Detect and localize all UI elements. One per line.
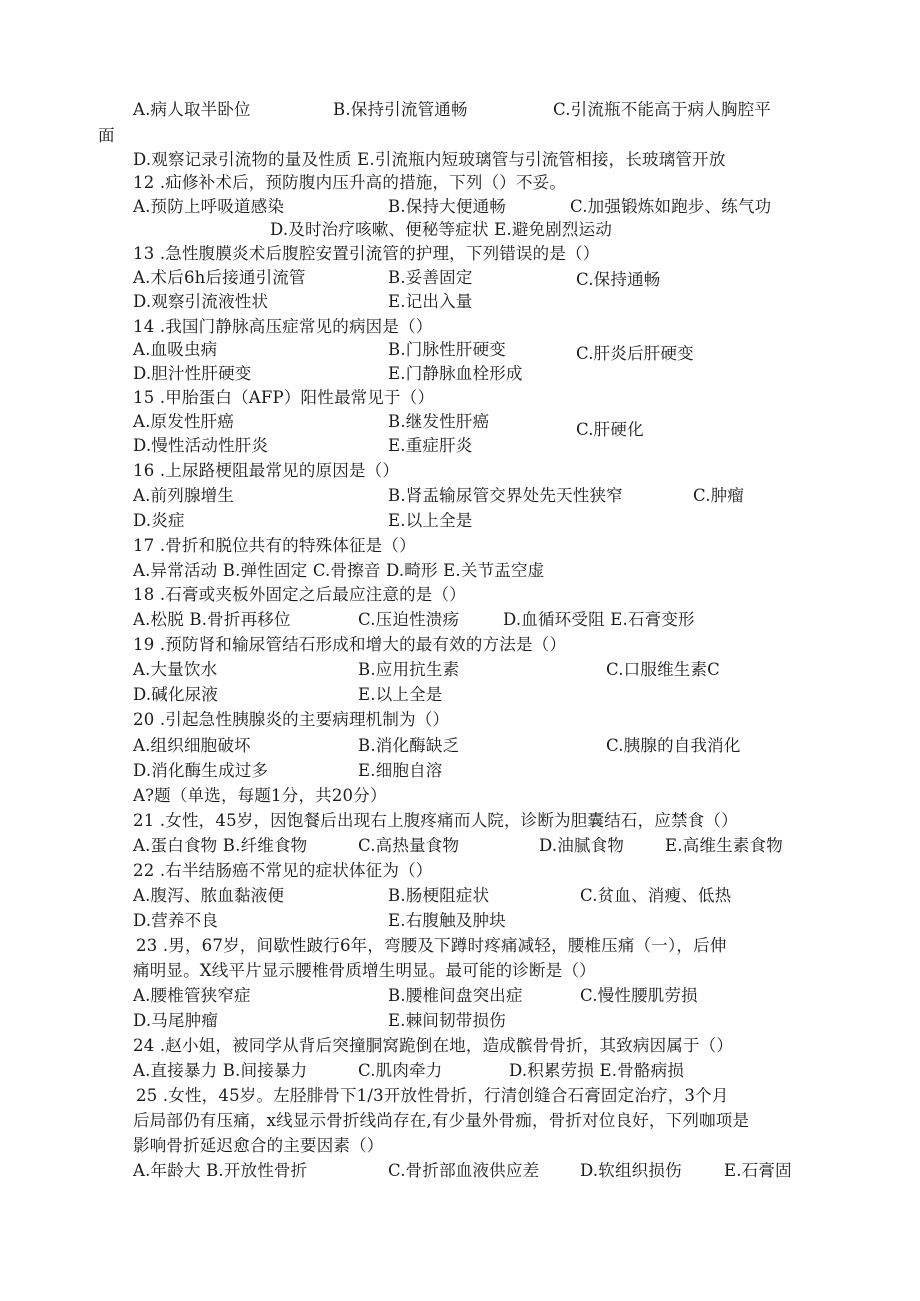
q20-option-e: E.细胞自溶 [358,761,443,780]
q14-stem: 14 .我国门静脉高压症常见的病因是（） [133,317,433,336]
section-title: A?题（单选，每题1分，共20分） [133,786,387,805]
q16-stem: 16 .上尿路梗阻最常见的原因是（） [133,461,400,480]
q25-stem-line-3: 影响骨折延迟愈合的主要因素（） [133,1136,384,1155]
q18-stem: 18 .石膏或夹板外固定之后最应注意的是（） [133,585,466,604]
q20-option-a: A.组织细胞破坏 [133,736,251,755]
q24-stem: 24 .赵小姐，被同学从背后突撞胴窝跪倒在地，造成髌骨骨折，其致病因属于（） [133,1036,734,1055]
q14-option-b: B.门脉性肝硬变 [388,340,506,359]
q11-option-c-continued: 面 [98,126,115,145]
q20-option-c: C.胰腺的自我消化 [606,736,741,755]
q21-option-d: D.油腻食物 [539,836,625,855]
q24-option-a-b: A.直接暴力 B.间接暴力 [133,1061,308,1080]
q23-option-d: D.马尾肿瘤 [133,1011,219,1030]
q23-stem-line-1: 23 .男，67岁，间歇性跛行6年，弯腰及下蹲时疼痛减轻，腰椎压痛（一），后伸 [136,936,727,955]
q15-option-d: D.慢性活动性肝炎 [133,436,269,455]
q14-option-a: A.血吸虫病 [133,340,218,359]
q17-stem: 17 .骨折和脱位共有的特殊体征是（） [133,536,416,555]
q14-option-e: E.门静脉血栓形成 [388,364,523,383]
q21-stem: 21 .女性，45岁，因饱餐后出现右上腹疼痛而人院，诊断为胆囊结石，应禁食（） [133,811,738,830]
q19-option-b: B.应用抗生素 [358,660,460,679]
q18-option-a-b: A.松脱 B.骨折再移位 [133,610,291,629]
q16-option-c: C.肿瘤 [693,486,745,505]
q21-option-e: E.高维生素食物 [665,836,783,855]
q16-option-e: E.以上全是 [388,511,473,530]
q21-option-a-b: A.蛋白食物 B.纤维食物 [133,836,308,855]
q15-option-c: C.肝硬化 [576,420,644,439]
q13-option-b: B.妥善固定 [388,268,473,287]
q25-stem-line-1: 25 .女性，45岁。左胫腓骨下1/3开放性骨折，行清创缝合石膏固定治疗，3个月 [136,1086,729,1105]
q24-option-c: C.肌肉牵力 [358,1061,443,1080]
q18-option-c: C.压迫性溃疡 [358,610,460,629]
q16-option-b: B.肾盂输尿管交界处先天性狭窄 [388,486,623,505]
q13-option-d: D.观察引流液性状 [133,292,269,311]
q19-option-d: D.碱化尿液 [133,685,219,704]
q18-option-d-e: D.血循环受阻 E.石膏变形 [503,610,695,629]
q22-option-d: D.营养不良 [133,911,219,930]
q12-option-d-e: D.及时治疗咳嗽、便秘等症状 E.避免剧烈运动 [270,220,613,239]
q22-stem: 22 .右半结肠癌不常见的症状体征为（） [133,861,433,880]
q20-option-b: B.消化酶缺乏 [358,736,460,755]
q19-option-e: E.以上全是 [358,685,443,704]
q23-option-a: A.腰椎管狭窄症 [133,986,251,1005]
q22-option-e: E.右腹触及肿块 [388,911,506,930]
q12-stem: 12 .疝修补术后，预防腹内压升高的措施，下列（）不妥。 [133,173,567,192]
q11-option-b: B.保持引流管通畅 [333,100,468,119]
q23-stem-line-2: 痛明显。X线平片显示腰椎骨质增生明显。最可能的诊断是（） [133,961,596,980]
q19-option-a: A.大量饮水 [133,660,218,679]
q25-option-d: D.软组织损伤 [580,1161,682,1180]
q12-option-c: C.加强锻炼如跑步、练气功 [570,197,772,216]
q16-option-a: A.前列腺增生 [133,486,235,505]
q17-options: A.异常活动 B.弹性固定 C.骨擦音 D.畸形 E.关节盂空虚 [133,561,545,580]
q25-option-e: E.石膏固 [724,1161,792,1180]
q12-option-a: A.预防上呼吸道感染 [133,197,285,216]
q16-option-d: D.炎症 [133,511,185,530]
q13-option-e: E.记出入量 [388,292,473,311]
q25-stem-line-2: 后局部仍有压痛，x线显示骨折线尚存在,有少量外骨痂，骨折对位良好，下列咖项是 [133,1111,750,1130]
q22-option-b: B.肠梗阻症状 [388,886,490,905]
q22-option-c: C.贫血、消瘦、低热 [580,886,732,905]
q11-option-d-e: D.观察记录引流物的量及性质 E.引流瓶内短玻璃管与引流管相接，长玻璃管开放 [133,150,726,169]
q12-option-b: B.保持大便通畅 [388,197,506,216]
q15-option-a: A.原发性肝癌 [133,412,235,431]
q20-stem: 20 .引起急性胰腺炎的主要病理机制为（） [133,710,450,729]
q15-option-e: E.重症肝炎 [388,436,473,455]
q19-stem: 19 .预防肾和输尿管结石形成和增大的最有效的方法是（） [133,635,567,654]
q15-stem: 15 .甲胎蛋白（AFP）阳性最常见于（） [133,388,435,407]
q11-option-a: A.病人取半卧位 [133,100,251,119]
q14-option-d: D.胆汁性肝硬变 [133,364,252,383]
q13-stem: 13 .急性腹膜炎术后腹腔安置引流管的护理，下列错误的是（） [133,244,600,263]
q24-option-d-e: D.积累劳损 E.骨骼病损 [509,1061,685,1080]
q20-option-d: D.消化酶生成过多 [133,761,269,780]
q13-option-c: C.保持通畅 [576,270,661,289]
q22-option-a: A.腹泻、脓血黏液便 [133,886,285,905]
q19-option-c: C.口服维生素C [606,660,721,679]
q21-option-c: C.高热量食物 [358,836,460,855]
q11-option-c: C.引流瓶不能高于病人胸腔平 [553,100,772,119]
q25-option-a-b: A.年龄大 B.开放性骨折 [133,1161,308,1180]
q23-option-b: B.腰椎间盘突出症 [388,986,523,1005]
q14-option-c: C.肝炎后肝硬变 [576,344,694,363]
q25-option-c: C.骨折部血液供应差 [388,1161,540,1180]
q23-option-e: E.棘间韧带损伤 [388,1011,506,1030]
q15-option-b: B.继发性肝癌 [388,412,490,431]
q23-option-c: C.慢性腰肌劳损 [580,986,698,1005]
q13-option-a: A.术后6h后接通引流管 [133,268,306,287]
